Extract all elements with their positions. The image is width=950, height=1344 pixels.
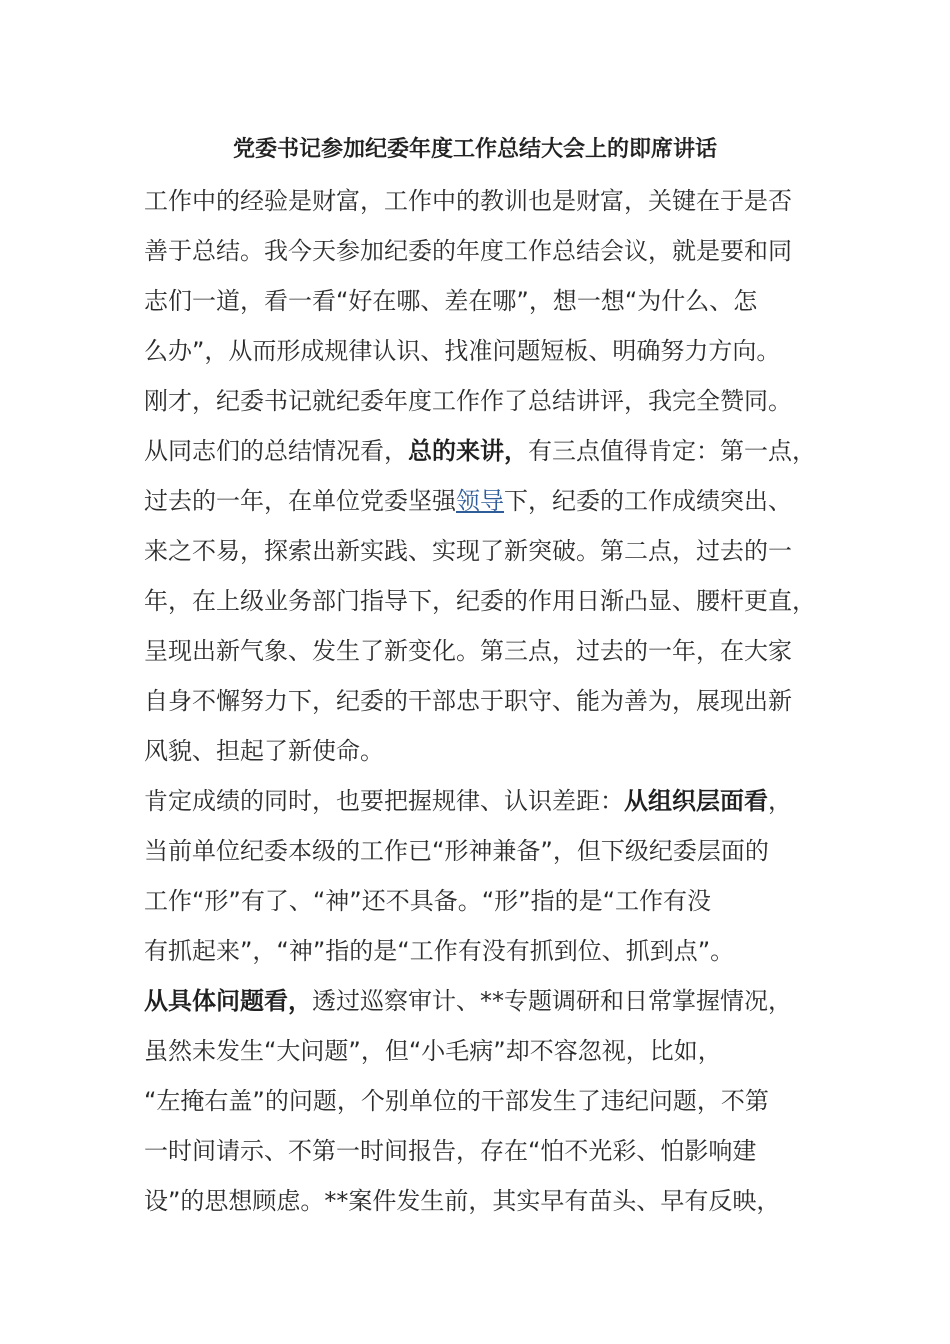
text-segment: 呈现出新气象、发生了新变化。第三点，过去的一年，在大家	[144, 637, 792, 665]
text-line	[144, 926, 808, 976]
bold-phrase: 从具体问题看，	[144, 987, 312, 1015]
text-segment: 志们一道，看一看“好在哪、差在哪”，想一想“为什么、怎	[144, 287, 758, 315]
text-line	[144, 876, 808, 926]
document-title: 党委书记参加纪委年度工作总结大会上的即席讲话	[232, 137, 717, 162]
text-segment: 虽然未发生“大问题”，但“小毛病”却不容忽视，比如，	[144, 1037, 722, 1065]
text-segment: 有三点值得肯定：第一点，	[528, 437, 816, 465]
text-line	[144, 1126, 808, 1176]
text-line	[144, 1176, 808, 1226]
text-segment: “左掩右盖”的问题，个别单位的干部发生了违纪问题，不第	[144, 1087, 769, 1115]
text-segment: 有抓起来”，“神”指的是“工作有没有抓到位、抓到点”。	[144, 937, 735, 965]
text-segment: 刚才，纪委书记就纪委年度工作作了总结讲评，我完全赞同。	[144, 387, 792, 415]
text-segment: 工作中的经验是财富，工作中的教训也是财富，关键在于是否	[144, 187, 792, 215]
document-body	[144, 176, 816, 1226]
text-segment: 下，纪委的工作成绩突出、	[504, 487, 792, 515]
text-line	[144, 1026, 808, 1076]
text-line	[144, 626, 808, 676]
text-segment: ，	[768, 787, 792, 815]
text-segment: 善于总结。我今天参加纪委的年度工作总结会议，就是要和同	[144, 237, 792, 265]
text-line	[144, 376, 808, 426]
text-segment: 肯定成绩的同时，也要把握规律、认识差距：	[144, 787, 624, 815]
text-line	[144, 576, 816, 626]
text-segment: 过去的一年，在单位党委坚强	[144, 487, 456, 515]
text-segment: 工作“形”有了、“神”还不具备。“形”指的是“工作有没	[144, 887, 712, 915]
text-line	[144, 976, 808, 1026]
text-line	[144, 476, 808, 526]
text-segment: 一时间请示、不第一时间报告，存在“怕不光彩、怕影响建	[144, 1137, 757, 1165]
text-segment: 设”的思想顾虑。**案件发生前，其实早有苗头、早有反映，	[144, 1187, 781, 1215]
text-line	[144, 426, 816, 476]
text-line	[144, 526, 808, 576]
text-line	[144, 226, 808, 276]
text-line	[144, 726, 808, 776]
text-segment: 自身不懈努力下，纪委的干部忠于职守、能为善为，展现出新	[144, 687, 792, 715]
text-line	[144, 676, 808, 726]
bold-phrase: 总的来讲，	[408, 437, 528, 465]
text-line	[144, 326, 808, 376]
text-segment: 从同志们的总结情况看，	[144, 437, 408, 465]
text-line	[144, 176, 808, 226]
bold-phrase: 从组织层面看	[624, 787, 768, 815]
text-line	[144, 276, 808, 326]
text-segment: 风貌、担起了新使命。	[144, 737, 384, 765]
text-segment: 来之不易，探索出新实践、实现了新突破。第二点，过去的一	[144, 537, 792, 565]
text-line	[144, 826, 808, 876]
text-segment: 年，在上级业务部门指导下，纪委的作用日渐凸显、腰杆更直，	[144, 587, 816, 615]
inline-link[interactable]: 领导	[456, 487, 504, 515]
text-line	[144, 776, 808, 826]
text-line	[144, 1076, 808, 1126]
text-segment: 么办”，从而形成规律认识、找准问题短板、明确努力方向。	[144, 337, 781, 365]
text-segment: 当前单位纪委本级的工作已“形神兼备”，但下级纪委层面的	[144, 837, 769, 865]
text-segment: 透过巡察审计、**专题调研和日常掌握情况，	[312, 987, 792, 1015]
